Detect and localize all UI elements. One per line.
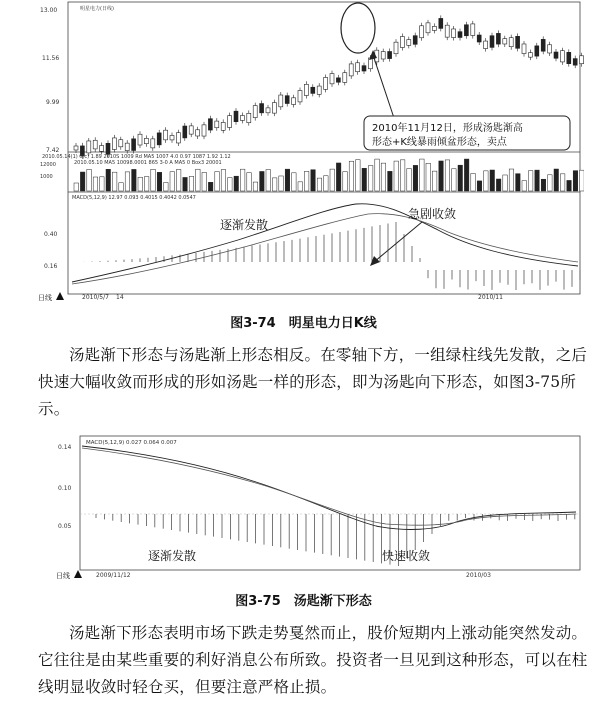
fig2-y-label: 0.14: [58, 444, 72, 451]
paragraph-1: 汤匙渐下形态与汤匙渐上形态相反。在零轴下方，一组绿柱线先发散，之后快速大幅收敛而形成的形如汤匙一样的形态，即为汤匙向下形态，如图3-75所示。: [38, 346, 588, 418]
volume-bar: [554, 169, 559, 191]
stock-chart-svg: [38, 0, 584, 305]
candle-body: [93, 140, 97, 149]
axis-date: 2010/11: [478, 294, 503, 301]
volume-bar: [272, 178, 277, 191]
label-converge: 急剧收敛: [408, 207, 457, 221]
volume-bar: [228, 178, 233, 191]
candle-body: [170, 135, 174, 139]
candle-body: [445, 25, 449, 37]
volume-bar: [452, 169, 457, 191]
annotation-line-2: 形态+K线暴雨倾盆形态，卖点: [372, 137, 507, 148]
vol-label: 12000: [40, 162, 56, 168]
macd-bars: [76, 222, 580, 290]
candle-body: [279, 95, 283, 107]
fig2-label-converge: 快速收敛: [382, 549, 431, 563]
candle-body: [100, 146, 104, 152]
volume-bar: [522, 181, 527, 191]
volume-bar: [535, 170, 540, 191]
volume-bar: [138, 177, 143, 191]
volume-bar: [317, 178, 322, 191]
candle-body: [356, 63, 360, 72]
candle-body: [471, 24, 475, 36]
candle-body: [164, 130, 168, 140]
candle-body: [176, 133, 180, 143]
volume-bar: [471, 173, 476, 191]
candle-body: [362, 66, 366, 71]
candle-body: [432, 26, 436, 30]
candle-body: [253, 106, 257, 118]
volume-bar: [426, 163, 431, 191]
macd-header: MACD(5,12,9) 12.97 0.093 0.4015 0.4042 0.0547: [72, 195, 196, 201]
candle-body: [336, 78, 340, 82]
fig2-header: MACD(5,12,9) 0.027 0.064 0.007: [86, 440, 177, 446]
axis-date: 2010/5/7: [82, 294, 109, 301]
volume-bar: [330, 169, 335, 191]
volume-bar: [298, 182, 303, 191]
volume-bar: [112, 172, 117, 191]
candle-body: [330, 74, 334, 84]
volume-bar: [413, 165, 418, 191]
volume-bar: [285, 169, 290, 191]
candle-body: [554, 52, 558, 58]
caption-3-74: 图3-74 明星电力日K线: [230, 316, 377, 331]
volume-bar: [490, 170, 495, 191]
candle-body: [548, 45, 552, 53]
candle-body: [477, 35, 481, 42]
candle-body: [324, 77, 328, 89]
candle-body: [388, 51, 392, 58]
candle-body: [196, 130, 200, 136]
volume-bar: [496, 179, 501, 191]
candle-body: [522, 44, 526, 54]
macd-label: 0.40: [44, 231, 58, 238]
volume-bar: [183, 177, 188, 191]
volume-bar: [100, 177, 105, 191]
candle-body: [272, 103, 276, 114]
candle-body: [503, 39, 507, 44]
candle-body: [516, 36, 520, 48]
candle-body: [157, 133, 161, 145]
candle-body: [285, 96, 289, 104]
volume-bar: [170, 172, 175, 191]
volume-bar: [516, 174, 521, 191]
fig2-y-label: 0.10: [58, 485, 72, 492]
volume-bar: [356, 160, 361, 191]
candle-body: [567, 52, 571, 63]
volume-bar: [503, 175, 508, 191]
candle-body: [394, 42, 398, 54]
ma-header: 2010.05.14(1) 0(c) 1.89 2010S 1009 Rd MA5 1007 4.0 0.97 1087 1.92 1.12: [42, 154, 231, 160]
volume-bar: [560, 174, 565, 191]
volume-bar: [247, 173, 252, 191]
volume-bar: [240, 169, 245, 191]
volume-bar: [400, 160, 405, 191]
vol-header: 2010.05.10 MA5 10098.0001 865 3-0 A MA5 0 Box3 20001: [74, 160, 222, 166]
candle-body: [413, 36, 417, 45]
annotation-arrow: [373, 55, 394, 118]
volume-bar: [292, 173, 297, 191]
candle-body: [311, 87, 315, 93]
candle-body: [125, 143, 129, 150]
candle-body: [106, 143, 110, 154]
fig2-dif-line: [82, 446, 576, 529]
volume-bar: [336, 163, 341, 191]
fig2-axis-marker: [74, 570, 82, 578]
volume-bar: [125, 172, 130, 191]
volume-bar: [215, 172, 220, 191]
volume-bar: [439, 161, 444, 191]
candle-body: [132, 139, 136, 151]
fig2-axis-date: 2010/03: [466, 572, 491, 579]
candle-body: [400, 37, 404, 48]
annotation-line-1: 2010年11月12日，形成汤匙渐高: [372, 123, 523, 134]
volume-bar: [528, 171, 533, 191]
fig2-y-label: 0.05: [58, 523, 72, 530]
volume-bar: [509, 169, 514, 191]
candle-body: [240, 116, 244, 121]
candle-body: [509, 38, 513, 47]
volume-bar: [573, 171, 578, 191]
axis-marker: [56, 292, 64, 300]
volume-bar: [93, 177, 98, 191]
volume-bar: [119, 183, 124, 191]
candle-body: [317, 86, 321, 94]
candle-body: [234, 111, 238, 122]
volume-bar: [144, 177, 149, 191]
candle-body: [298, 90, 302, 101]
volume-bar: [388, 171, 393, 191]
fig2-dea-line: [82, 448, 576, 525]
price-label: 13.00: [40, 7, 58, 14]
volume-bar: [420, 159, 425, 191]
candle-body: [484, 41, 488, 49]
volume-bar: [394, 161, 399, 191]
volume-bar: [87, 169, 92, 191]
candle-body: [343, 73, 347, 83]
candle-body: [535, 46, 539, 56]
volume-bar: [151, 169, 156, 191]
volume-bar: [164, 183, 169, 191]
volume-bar: [234, 176, 239, 191]
volume-bar: [221, 170, 226, 191]
candle-body: [112, 138, 116, 150]
macd-label: 0.16: [44, 263, 58, 270]
volume-bar: [580, 170, 584, 191]
volume-bar: [362, 168, 367, 191]
volume-bar: [106, 169, 111, 191]
macd-chart-svg: [56, 434, 584, 582]
volume-bar: [279, 176, 284, 191]
candle-body: [541, 39, 545, 51]
candle-body: [464, 25, 468, 36]
volume-bar: [548, 175, 553, 191]
price-label: 7.42: [46, 147, 60, 154]
volume-bar: [432, 171, 437, 191]
candle-body: [87, 141, 91, 153]
candle-body: [292, 98, 296, 105]
volume-bar: [464, 159, 469, 191]
candle-body: [74, 146, 78, 150]
candle-body: [580, 56, 584, 64]
macd-arrow: [374, 222, 422, 262]
volume-bar: [445, 160, 450, 191]
volume-bar: [343, 172, 348, 191]
candle-body: [407, 40, 411, 46]
candle-body: [420, 26, 424, 38]
candle-body: [349, 64, 353, 76]
candle-body: [215, 121, 219, 128]
volume-bar: [458, 165, 463, 191]
volume-bar: [253, 182, 258, 191]
volume-bar: [567, 180, 572, 191]
volume-bar: [375, 159, 380, 191]
candle-body: [202, 125, 206, 136]
volume-bar: [208, 182, 213, 191]
macd-arrow-head: [370, 256, 380, 266]
fig2-axis-left: 日线: [56, 572, 70, 580]
volume-bar: [74, 183, 79, 191]
chart-stock-name: 明星电力(日线): [80, 6, 114, 12]
volume-bar: [349, 161, 354, 191]
volume-bar: [157, 172, 162, 191]
candle-body: [439, 18, 443, 28]
volume-bar: [196, 169, 201, 191]
vol-label: 1000: [40, 174, 53, 180]
candle-body: [452, 29, 456, 38]
candle-body: [560, 51, 564, 62]
figure-3-74: [38, 0, 584, 305]
candle-body: [144, 138, 148, 143]
candle-body: [247, 113, 251, 122]
candle-body: [260, 104, 264, 113]
candle-body: [189, 126, 193, 134]
candle-body: [496, 33, 500, 44]
candle-body: [304, 84, 308, 95]
volume-bar: [381, 163, 386, 191]
candle-body: [426, 23, 430, 33]
fig2-axis-date: 2009/11/12: [96, 572, 131, 579]
candle-body: [119, 140, 123, 147]
price-label: 9.99: [46, 99, 60, 106]
candle-body: [183, 126, 187, 138]
candle-body: [228, 116, 232, 128]
candle-body: [528, 53, 532, 58]
volume-bar: [304, 171, 309, 191]
volume-bar: [477, 181, 482, 191]
candle-body: [266, 108, 270, 113]
axis-left: 日线: [38, 294, 52, 302]
volume-bar: [311, 170, 316, 191]
volume-bar: [80, 172, 85, 191]
volume-bar: [176, 169, 181, 191]
volume-bar: [132, 169, 137, 191]
volume-bar: [202, 172, 207, 191]
volume-bar: [541, 179, 546, 191]
candle-body: [208, 119, 212, 130]
figure-3-75: [56, 434, 584, 582]
volume-bar: [368, 166, 373, 191]
price-label: 11.56: [42, 55, 60, 62]
volume-bar: [407, 169, 412, 191]
label-diverge: 逐渐发散: [220, 218, 269, 232]
fig2-label-diverge: 逐渐发散: [148, 549, 197, 563]
dea-line: [72, 214, 578, 284]
candle-body: [490, 36, 494, 48]
candle-body: [151, 139, 155, 148]
volume-bar: [484, 171, 489, 191]
volume-bar: [324, 176, 329, 191]
volume-bar: [189, 176, 194, 191]
highlight-ellipse: [341, 3, 375, 53]
candle-body: [381, 52, 385, 59]
caption-3-75: 图3-75 汤匙渐下形态: [235, 594, 372, 609]
candle-body: [573, 59, 577, 66]
candle-body: [458, 32, 462, 38]
paragraph-2: 汤匙渐下形态表明市场下跌走势戛然而止，股价短期内上涨动能突然发动。它往往是由某些重要的利好消息公布所致。投资者一旦见到这种形态，可以在柱线明显收敛时轻仓买，但要注意严格止损。: [38, 624, 588, 696]
volume-bar: [266, 170, 271, 191]
axis-date: 14: [116, 294, 124, 301]
volume-bar: [260, 171, 265, 191]
candle-body: [138, 134, 142, 145]
candle-body: [221, 122, 225, 130]
